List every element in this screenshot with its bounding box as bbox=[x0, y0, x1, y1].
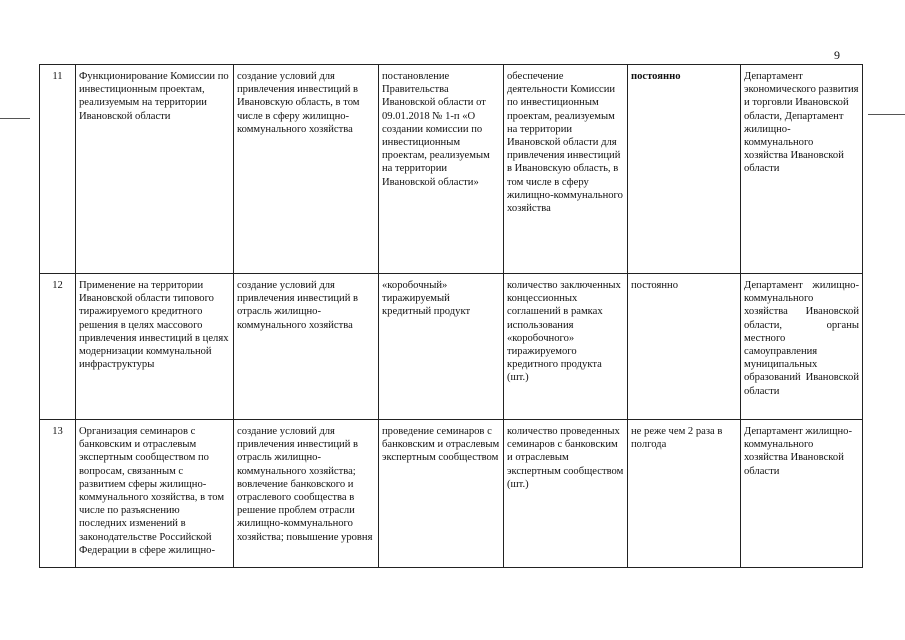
goal-cell: создание условий для привлечения инвестиций в отрасль жилищно-коммунального хозяйства; вовлечение банковского и отраслевого сообщества в решение проблем отрасли жилищно-коммунального хозяйства; повышение уровня bbox=[234, 420, 379, 568]
activity-cell: Функционирование Комиссии по инвестиционным проектам, реализуемым на территории Ивановской области bbox=[76, 65, 234, 274]
term-cell: не реже чем 2 раза в полгода bbox=[628, 420, 741, 568]
row-number: 13 bbox=[40, 420, 76, 568]
row-number: 11 bbox=[40, 65, 76, 274]
page-number: 9 bbox=[834, 48, 840, 62]
right-margin-mark bbox=[868, 114, 905, 115]
activity-cell: Организация семинаров с банковским и отраслевым экспертным сообществом по вопросам, связанным с развитием сферы жилищно-коммунального хозяйства, в том числе по разъяснению последних изменений в законодательстве Российской Федерации в сфере жилищно- bbox=[76, 420, 234, 568]
responsible-cell: Департамент жилищно-коммунального хозяйства Ивановской области bbox=[741, 420, 863, 568]
responsible-cell: Департамент жилищно-коммунального хозяйства Ивановской области, органы местного самоуправления муниципальных образований Ивановской области bbox=[741, 274, 863, 420]
mechanism-cell: постановление Правительства Ивановской области от 09.01.2018 № 1-п «О создании комиссии по инвестиционным проектам, реализуемым на территории Ивановской области» bbox=[379, 65, 504, 274]
term-cell: постоянно bbox=[628, 274, 741, 420]
term-cell: постоянно bbox=[628, 65, 741, 274]
table-row bbox=[40, 420, 863, 568]
mechanism-cell: проведение семинаров с банковским и отраслевым экспертным сообществом bbox=[379, 420, 504, 568]
indicator-cell: количество проведенных семинаров с банковским и отраслевым экспертным сообществом (шт.) bbox=[504, 420, 628, 568]
left-margin-mark bbox=[0, 118, 30, 119]
row-number: 12 bbox=[40, 274, 76, 420]
table-row bbox=[40, 274, 863, 420]
mechanism-cell: «коробочный» тиражируемый кредитный продукт bbox=[379, 274, 504, 420]
goal-cell: создание условий для привлечения инвестиций в отрасль жилищно-коммунального хозяйства bbox=[234, 274, 379, 420]
responsible-cell: Департамент экономического развития и торговли Ивановской области, Департамент жилищно-коммунального хозяйства Ивановской области bbox=[741, 65, 863, 274]
measures-table bbox=[39, 64, 863, 568]
table-row bbox=[40, 65, 863, 274]
activity-cell: Применение на территории Ивановской области типового тиражируемого кредитного решения в целях массового привлечения инвестиций в целях модернизации коммунальной инфраструктуры bbox=[76, 274, 234, 420]
indicator-cell: обеспечение деятельности Комиссии по инвестиционным проектам, реализуемым на территории Ивановской области для привлечения инвестиций в Ивановскую область, в том числе в сферу жилищно-коммунального хозяйства bbox=[504, 65, 628, 274]
goal-cell: создание условий для привлечения инвестиций в Ивановскую область, в том числе в сферу жилищно-коммунального хозяйства bbox=[234, 65, 379, 274]
indicator-cell: количество заключенных концессионных соглашений в рамках использования «коробочного» тиражируемого кредитного продукта (шт.) bbox=[504, 274, 628, 420]
